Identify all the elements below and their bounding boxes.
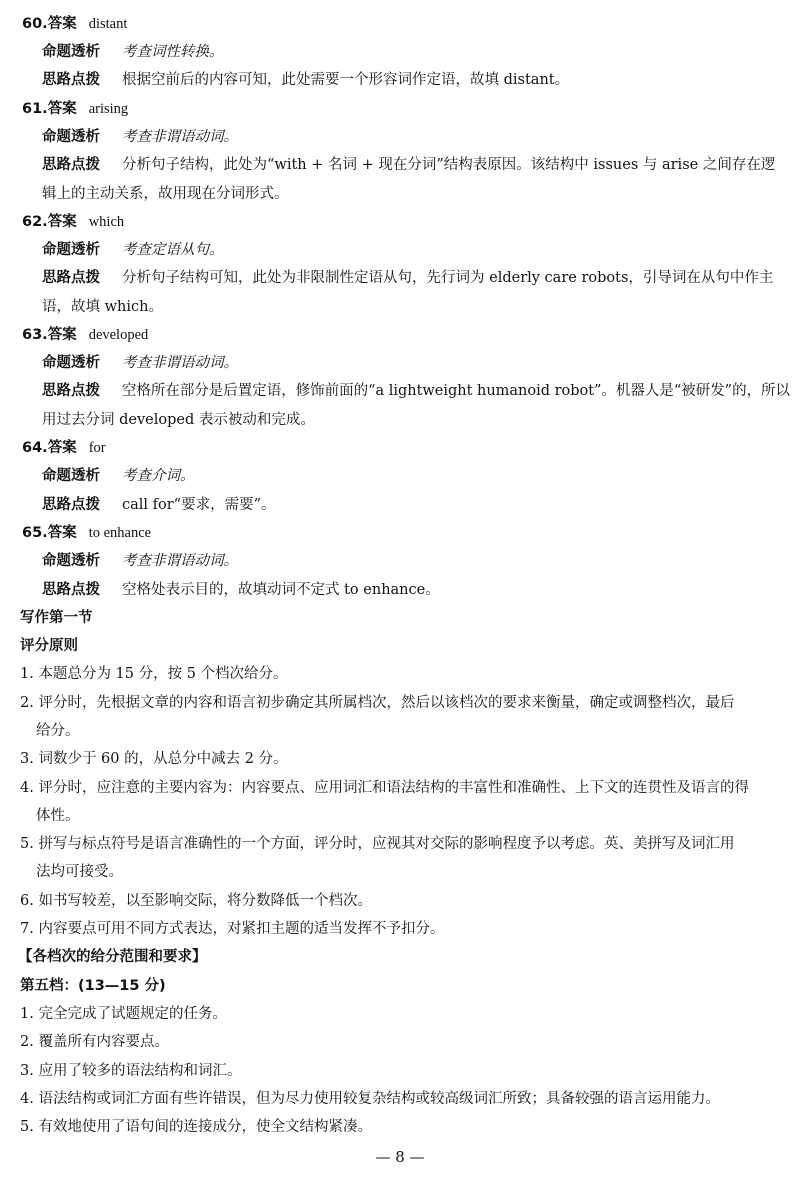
principle-2: 2. 评分时，先根据文章的内容和语言初步确定其所属档次，然后以该档次的要求来衡量，确定或调整档次，最后 bbox=[20, 695, 735, 711]
q60-hint-label: 思路点拨 bbox=[42, 72, 100, 88]
q65-analysis-line bbox=[42, 551, 238, 571]
principle-5: 5. 拼写与标点符号是语言准确性的一个方面，评分时，应视其对交际的影响程度予以考虑。英、美拼写及词汇用 bbox=[20, 836, 735, 852]
q64-hint-line bbox=[42, 495, 276, 515]
q60-analysis: 考查词性转换。 bbox=[122, 44, 224, 60]
q63-hint-continuation: 用过去分词 developed 表示被动和完成。 bbox=[42, 412, 315, 428]
tier-5-item-4: 4. 语法结构或词汇方面有些许错误，但为尽力使用较复杂结构或较高级词汇所致；具备较强的语言运用能力。 bbox=[20, 1091, 720, 1107]
q60-analysis-line bbox=[42, 42, 224, 62]
q64-answer-line bbox=[22, 438, 106, 458]
q65-hint-label: 思路点拨 bbox=[42, 582, 100, 598]
writing-section-title: 写作第一节 bbox=[20, 610, 93, 626]
principle-3: 3. 词数少于 60 的，从总分中减去 2 分。 bbox=[20, 751, 288, 767]
principle-4: 4. 评分时，应注意的主要内容为：内容要点、应用词汇和语法结构的丰富性和准确性、上下文的连贯性及语言的得 bbox=[20, 780, 749, 796]
q63-hint-line bbox=[42, 381, 790, 401]
tier-5-item-1: 1. 完全完成了试题规定的任务。 bbox=[20, 1006, 227, 1022]
q61-hint-continuation: 辑上的主动关系，故用现在分词形式。 bbox=[42, 186, 289, 202]
q63-answer-line bbox=[22, 325, 148, 345]
q61-answer-label: 答案 bbox=[47, 101, 77, 117]
q62-number: 62. bbox=[22, 214, 48, 230]
q62-answer-line bbox=[22, 212, 124, 232]
q60-answer-line bbox=[22, 14, 127, 34]
q60-analysis-label: 命题透析 bbox=[42, 44, 100, 60]
tier-5-title: 第五档：(13—15 分) bbox=[20, 978, 166, 994]
q65-answer-line bbox=[22, 523, 151, 543]
q64-analysis-label: 命题透析 bbox=[42, 468, 100, 484]
q60-answer-label: 答案 bbox=[47, 16, 77, 32]
q63-analysis: 考查非谓语动词。 bbox=[122, 355, 238, 371]
q63-hint-label: 思路点拨 bbox=[42, 383, 100, 399]
q61-hint-line bbox=[42, 155, 775, 175]
q61-analysis-label: 命题透析 bbox=[42, 129, 100, 145]
q65-analysis-label: 命题透析 bbox=[42, 553, 100, 569]
q64-number: 64. bbox=[22, 440, 48, 456]
q65-hint: 空格处表示目的，故填动词不定式 to enhance。 bbox=[122, 582, 440, 598]
principle-7: 7. 内容要点可用不同方式表达，对紧扣主题的适当发挥不予扣分。 bbox=[20, 921, 445, 937]
principle-6: 6. 如书写较差，以至影响交际，将分数降低一个档次。 bbox=[20, 893, 372, 909]
q65-analysis: 考查非谓语动词。 bbox=[122, 553, 238, 569]
q64-analysis: 考查介词。 bbox=[122, 468, 195, 484]
principle-1: 1. 本题总分为 15 分，按 5 个档次给分。 bbox=[20, 666, 288, 682]
q61-hint-label: 思路点拨 bbox=[42, 157, 100, 173]
q63-number: 63. bbox=[22, 327, 48, 343]
q61-number: 61. bbox=[22, 101, 48, 117]
principle-5-continuation: 法均可接受。 bbox=[36, 864, 123, 880]
page-number: — 8 — bbox=[375, 1148, 425, 1166]
q65-answer-label: 答案 bbox=[47, 525, 77, 541]
q63-analysis-label: 命题透析 bbox=[42, 355, 100, 371]
q63-answer-label: 答案 bbox=[47, 327, 77, 343]
q64-answer-label: 答案 bbox=[47, 440, 77, 456]
q62-hint-line bbox=[42, 268, 773, 288]
tier-5-item-2: 2. 覆盖所有内容要点。 bbox=[20, 1034, 169, 1050]
q60-answer: distant bbox=[88, 16, 128, 32]
q61-analysis-line bbox=[42, 127, 238, 147]
q62-answer: which bbox=[88, 214, 125, 230]
q62-hint-label: 思路点拨 bbox=[42, 270, 100, 286]
principle-4-continuation: 体性。 bbox=[36, 808, 80, 824]
q64-analysis-line bbox=[42, 466, 195, 486]
q63-hint-part1: 空格所在部分是后置定语，修饰前面的“a lightweight humanoid robot”。机器人是“被研发”的，所以 bbox=[121, 383, 791, 399]
scoring-principles-title: 评分原则 bbox=[20, 638, 78, 654]
q63-analysis-line bbox=[42, 353, 238, 373]
q62-analysis: 考查定语从句。 bbox=[122, 242, 224, 258]
q61-analysis: 考查非谓语动词。 bbox=[122, 129, 238, 145]
q65-hint-line bbox=[42, 580, 440, 600]
q65-answer: to enhance bbox=[88, 525, 152, 541]
q60-hint: 根据空前后的内容可知，此处需要一个形容词作定语，故填 distant。 bbox=[122, 72, 570, 88]
q63-answer: developed bbox=[88, 327, 149, 343]
q60-hint-line bbox=[42, 70, 569, 90]
tier-5-item-5: 5. 有效地使用了语句间的连接成分，使全文结构紧凑。 bbox=[20, 1119, 372, 1135]
q62-answer-label: 答案 bbox=[47, 214, 77, 230]
q60-number: 60. bbox=[22, 16, 48, 32]
q61-answer: arising bbox=[88, 101, 129, 117]
q64-hint-label: 思路点拨 bbox=[42, 497, 100, 513]
tier-5-item-3: 3. 应用了较多的语法结构和词汇。 bbox=[20, 1063, 242, 1079]
q65-number: 65. bbox=[22, 525, 48, 541]
q64-answer: for bbox=[88, 440, 106, 456]
principle-2-continuation: 给分。 bbox=[36, 723, 80, 739]
q62-analysis-label: 命题透析 bbox=[42, 242, 100, 258]
q62-analysis-line bbox=[42, 240, 224, 260]
q61-hint-part1: 分析句子结构，此处为“with + 名词 + 现在分词”结构表原因。该结构中 issues 与 arise 之间存在逻 bbox=[122, 157, 776, 173]
tier-range-title: 【各档次的给分范围和要求】 bbox=[18, 949, 207, 965]
q62-hint-part1: 分析句子结构可知，此处为非限制性定语从句，先行词为 elderly care robots，引导词在从句中作主 bbox=[122, 270, 774, 286]
q64-hint: call for“要求，需要”。 bbox=[122, 497, 276, 513]
q62-hint-continuation: 语，故填 which。 bbox=[42, 299, 163, 315]
q61-answer-line bbox=[22, 99, 128, 119]
